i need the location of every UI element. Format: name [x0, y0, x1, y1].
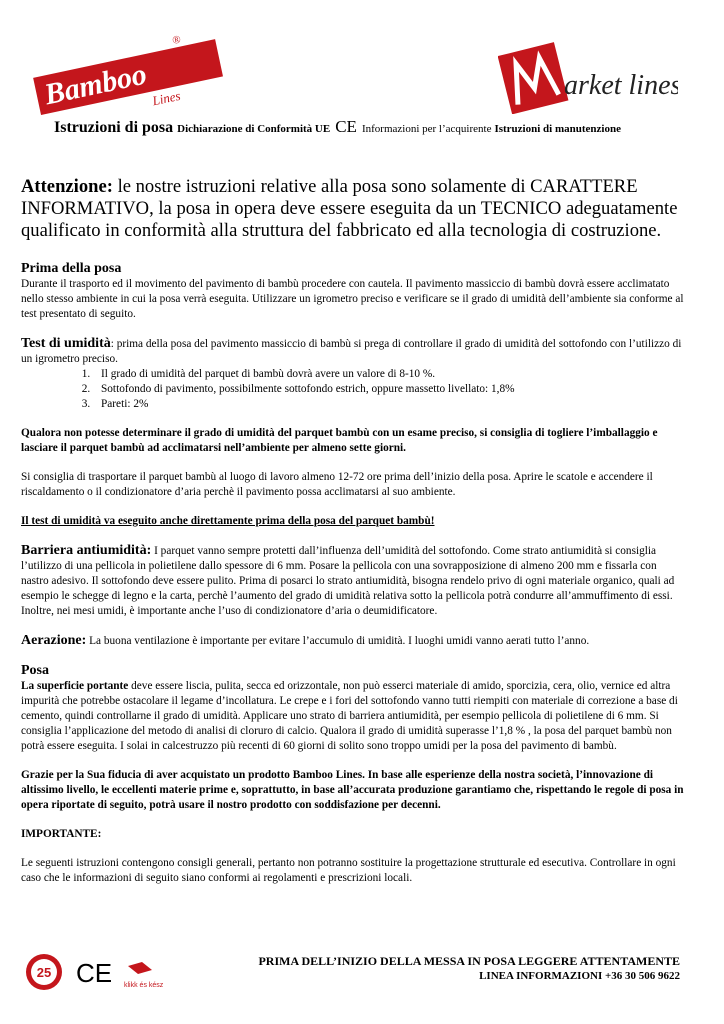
nav-istruzioni-posa[interactable]: Istruzioni di posa	[54, 119, 174, 136]
importante-title: IMPORTANTE:	[21, 828, 102, 840]
svg-text:Lines: Lines	[151, 87, 182, 109]
attention-text: le nostre istruzioni relative alla posa sono solamente di CARATTERE INFORMATIVO, la posa in opera deve essere eseguita da un TECNICO adeguatamente qualificato in conformità alla struttura del fabbricato ed alla tecnologia di costruzione.	[21, 176, 678, 241]
test-note: Il test di umidità va eseguito anche direttamente prima della posa del parquet bambù!	[21, 515, 435, 527]
section-aerazione-body: La buona ventilazione è importante per evitare l’accumulo di umidità. I luoghi umidi vanno aerati tutto l’anno.	[86, 635, 590, 647]
svg-text:®: ®	[171, 33, 182, 47]
section-prima-title: Prima della posa	[21, 261, 122, 276]
nav-ce: CE	[335, 117, 357, 136]
anniversary-25-icon	[26, 954, 62, 990]
section-barriera-title: Barriera antiumidità:	[21, 543, 152, 558]
svg-text:klikk és kész: klikk és kész	[124, 982, 164, 989]
transport-paragraph: Si consiglia di trasportare il parquet bambù al luogo di lavoro almeno 12-72 ore prima dell’inizio della posa. Aprire le scatole e accendere il riscaldamento o il condizionatore d’aria perchè il pavimento possa acclimatarsi al suo ambiente.	[21, 471, 653, 498]
svg-text:arket lines: arket lines	[564, 70, 678, 101]
bamboo-lines-logo	[28, 26, 228, 118]
section-posa-text: deve essere liscia, pulita, secca ed orizzontale, non può esserci materiale di amido, sporcizia, cera, olio, vernice ed altra impurità che potrebbe ostacolare il legame d’incollatura. Le crepe e i fori del sottofondo vanno tutti riempiti con materiale di correzione a base di cemento, quindi controllarne il grado di umidità. Applicare uno strato di barriera antiumidità, per esempio pellicola di polietilene di 6 mm. Si consiglia l’applicazione del metodo di analisi di cloruro di calcio. Qualora il grado di umidità superasse l’1,8 % , la posa del parquet bambù non potrà essere eseguita. I solai in calcestruzzo più recenti di 60 giorni di solito sono troppo umidi per la posa del pavimento di bambù.	[21, 680, 678, 752]
section-test	[21, 336, 684, 367]
test-list-item: 2. Sottofondo di pavimento, possibilmente sottofondo estrich, oppure massetto livellato: 1,8%	[93, 382, 684, 397]
section-test-title: Test di umidità	[21, 336, 111, 351]
nav-dichiarazione[interactable]: Dichiarazione di Conformità UE	[177, 123, 331, 135]
svg-text:CE: CE	[76, 958, 113, 988]
section-aerazione	[21, 633, 684, 649]
attention-label: Attenzione:	[21, 176, 113, 197]
footer-warning: PRIMA DELL’INIZIO DELLA MESSA IN POSA LEGGERE ATTENTAMENTE	[258, 954, 680, 968]
section-barriera	[21, 543, 684, 619]
footer-badges	[24, 952, 184, 992]
section-aerazione-title: Aerazione:	[21, 633, 87, 648]
svg-text:25: 25	[36, 965, 52, 980]
nav-informazioni[interactable]: Informazioni per l’acquirente	[361, 123, 492, 135]
section-posa-title: Posa	[21, 663, 49, 678]
doc-nav	[54, 117, 621, 137]
test-list-item: 1. Il grado di umidità del parquet di bambù dovrà avere un valore di 8-10 %.	[93, 367, 684, 382]
thanks-paragraph: Grazie per la Sua fiducia di aver acquistato un prodotto Bamboo Lines. In base alle esperienze della nostra società, l’innovazione di altissimo livello, le eccellenti materie prime e, soprattutto, in base all’accurata produzione garantiamo che, rispettando le regole di posa in opera riportate di seguito, potrà usare il nostro prodotto con soddisfazione per decenni.	[21, 769, 684, 811]
test-list-item: 3. Pareti: 2%	[93, 397, 684, 412]
nav-manutenzione[interactable]: Istruzioni di manutenzione	[494, 123, 621, 135]
footer-info	[258, 953, 680, 984]
section-prima-body: Durante il trasporto ed il movimento del pavimento di bambù procedere con cautela. Il pavimento massiccio di bambù dovrà essere acclimatato nello stesso ambiente in cui la posa verrà eseguita. Utilizzare un igrometro preciso e verificare se il grado di umidità dell’ambiente sia conforme al test presentato di seguito.	[21, 278, 684, 320]
market-lines-logo	[498, 38, 678, 114]
svg-text:Bamboo: Bamboo	[41, 57, 150, 112]
section-posa-lead: La superficie portante	[21, 680, 129, 692]
document-body	[21, 176, 684, 886]
warning-paragraph: Qualora non potesse determinare il grado di umidità del parquet bambù con un esame preciso, si consiglia di togliere l’imballaggio e lasciare il parquet bambù ad acclimatarsi nell’ambiente per almeno sette giorni.	[21, 427, 658, 454]
attention-paragraph	[21, 176, 684, 242]
importante-body: Le seguenti istruzioni contengono consigli generali, pertanto non potranno sostituire la progettazione strutturale ed esecutiva. Controllare in ogni caso che le informazioni di seguito siano conformi ai regolamenti e prescrizioni locali.	[21, 857, 676, 884]
section-test-body: : prima della posa del pavimento massiccio di bambù si prega di controllare il grado di umidità del sottofondo con l’utilizzo di un igrometro preciso.	[21, 338, 682, 365]
test-list	[21, 367, 684, 412]
section-barriera-body: I parquet vanno sempre protetti dall’influenza dell’umidità del sottofondo. Come strato antiumidità si consiglia l’utilizzo di una pellicola in polietilene dallo spessore di 6 mm. Posare la pellicola con una sovrapposizione di almeno 200 mm e fissarla con nastro adesivo. Il sottofondo deve essere pulito. Prima di posarci lo strato antiumidità, bisogna rendelo privo di ogni materiale organico, quali ad esempio le schegge di legno e la carta, perchè l’aumento del grado di umidità relativa sotto la pellicola potrà condurre all’ammuffimento di essi. Inoltre, nei mesi umidi, è importante anche l’uso di condizionatore d’aria o deumidificatore.	[21, 545, 675, 617]
footer-phone[interactable]: LINEA INFORMAZIONI +36 30 506 9622	[479, 970, 680, 982]
klikk-es-kesz-icon	[124, 962, 164, 989]
ce-mark-icon	[76, 958, 112, 988]
section-posa-body	[21, 679, 684, 754]
